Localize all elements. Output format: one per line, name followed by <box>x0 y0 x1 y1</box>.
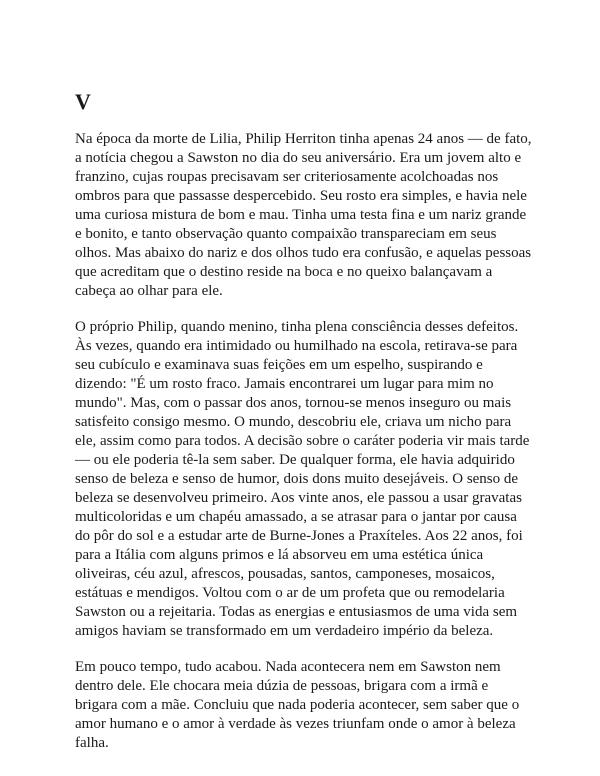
paragraph-2 <box>75 318 535 641</box>
text-line: estátuas e mendigos. Voltou com o ar de um profeta que ou remodelaria <box>75 585 505 601</box>
text-line: — ou ele poderia tê-la sem saber. De qualquer forma, ele havia adquirido <box>75 452 515 468</box>
text-line: dentro dele. Ele chocara meia dúzia de pessoas, brigara com a irmã e <box>75 678 489 694</box>
text-line: senso de beleza e senso de humor, dois dons muito desejáveis. O senso de <box>75 471 519 487</box>
paragraph-1 <box>75 130 535 301</box>
chapter-heading: V <box>75 89 91 114</box>
text-line: a notícia chegou a Sawston no dia do seu aniversário. Era um jovem alto e <box>75 150 522 166</box>
text-line: cabeça ao olhar para ele. <box>75 283 223 299</box>
text-line: seu cubículo e examinava suas feições em um espelho, suspirando e <box>75 357 483 373</box>
text-line: O próprio Philip, quando menino, tinha plena consciência desses defeitos. <box>75 319 519 335</box>
text-line: Sawston ou a rejeitaria. Todas as energias e entusiasmos de uma vida sem <box>75 604 518 620</box>
text-line: uma curiosa mistura de bom e mau. Tinha uma testa fina e um nariz grande <box>75 207 527 223</box>
text-line: olhos. Mas abaixo do nariz e dos olhos tudo era confusão, e aquelas pessoas <box>75 245 532 261</box>
text-line: Na época da morte de Lilia, Philip Herriton tinha apenas 24 anos — de fato, <box>75 131 532 147</box>
text-line: amor humano e o amor à verdade às vezes triunfam onde o amor à beleza <box>75 716 516 732</box>
body-text <box>75 130 535 770</box>
text-line: ele, assim como para todos. A decisão sobre o caráter poderia vir mais tarde <box>75 433 530 449</box>
text-line: franzino, cujas roupas precisavam ser criteriosamente acolchoadas nos <box>75 169 499 185</box>
text-line: mundo". Mas, com o passar dos anos, tornou-se menos inseguro ou mais <box>75 395 512 411</box>
text-line: beleza se desenvolveu primeiro. Aos vinte anos, ele passou a usar gravatas <box>75 490 522 506</box>
text-line: do pôr do sol e a estudar arte de Burne-Jones a Praxíteles. Aos 22 anos, foi <box>75 528 523 544</box>
text-line: multicoloridas e um chapéu amassado, a se atrasar para o jantar por causa <box>75 509 517 525</box>
text-line: amigos haviam se transformado em um verdadeiro império da beleza. <box>75 623 494 639</box>
text-line: Em pouco tempo, tudo acabou. Nada acontecera nem em Sawston nem <box>75 659 501 675</box>
text-line: falha. <box>75 735 109 751</box>
text-line: que acreditam que o destino reside na boca e no queixo balançavam a <box>75 264 493 280</box>
text-line: Às vezes, quando era intimidado ou humilhado na escola, retirava-se para <box>75 338 518 354</box>
text-line: dizendo: "É um rosto fraco. Jamais encontrarei um lugar para mim no <box>75 376 494 392</box>
paragraph-3 <box>75 658 535 753</box>
text-line: para a Itália com alguns primos e lá absorveu em uma estética única <box>75 547 484 563</box>
text-line: oliveiras, céu azul, afrescos, pousadas, santos, camponeses, mosaicos, <box>75 566 495 582</box>
text-line: ombros para que passasse despercebido. Seu rosto era simples, e havia nele <box>75 188 527 204</box>
text-line: satisfeito consigo mesmo. O mundo, descobriu ele, criava um nicho para <box>75 414 512 430</box>
text-line: brigara com a mãe. Concluiu que nada poderia acontecer, sem saber que o <box>75 697 520 713</box>
text-line: e bonito, e tanto observação quanto compaixão transpareciam em seus <box>75 226 497 242</box>
